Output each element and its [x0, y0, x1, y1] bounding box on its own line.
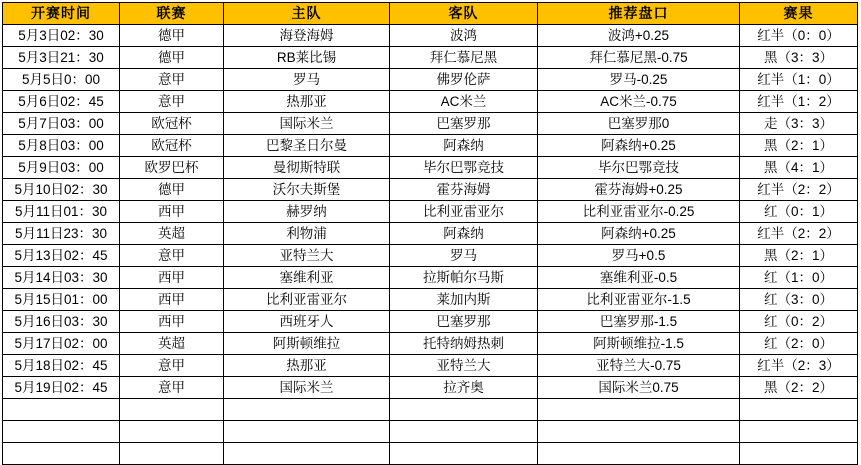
cell-time: 5月19日02：45: [3, 377, 120, 399]
cell-time: 5月3日21：30: [3, 47, 120, 69]
cell-time: 5月17日02：00: [3, 333, 120, 355]
cell-time: 5月10日02：30: [3, 179, 120, 201]
empty-cell: [740, 443, 858, 465]
cell-home-team: 比利亚雷亚尔: [224, 289, 390, 311]
empty-cell: [390, 421, 538, 443]
cell-result: 黑（2：2）: [740, 377, 858, 399]
cell-away-team: 巴塞罗那: [390, 113, 538, 135]
cell-home-team: 罗马: [224, 69, 390, 91]
cell-league: 欧冠杯: [120, 113, 224, 135]
cell-time: 5月7日03：00: [3, 113, 120, 135]
cell-league: 西甲: [120, 289, 224, 311]
cell-home-team: 沃尔夫斯堡: [224, 179, 390, 201]
empty-cell: [740, 399, 858, 421]
cell-result: 黑（4：1）: [740, 157, 858, 179]
column-header-away-team: 客队: [390, 3, 538, 25]
cell-home-team: 热那亚: [224, 355, 390, 377]
match-predictions-table: [2, 2, 858, 465]
empty-cell: [390, 399, 538, 421]
table-row: [3, 113, 858, 135]
cell-time: 5月9日03：00: [3, 157, 120, 179]
cell-league: 意甲: [120, 245, 224, 267]
cell-away-team: 莱加内斯: [390, 289, 538, 311]
cell-recommended-handicap: 罗马-0.25: [538, 69, 740, 91]
cell-time: 5月18日02：45: [3, 355, 120, 377]
cell-away-team: 佛罗伦萨: [390, 69, 538, 91]
cell-away-team: 阿森纳: [390, 223, 538, 245]
cell-recommended-handicap: 波鸿+0.25: [538, 25, 740, 47]
cell-result: 红（0：2）: [740, 311, 858, 333]
cell-time: 5月14日03：30: [3, 267, 120, 289]
cell-result: 红半（1：0）: [740, 69, 858, 91]
cell-recommended-handicap: 塞维利亚-0.5: [538, 267, 740, 289]
cell-home-team: 亚特兰大: [224, 245, 390, 267]
table-row: [3, 267, 858, 289]
cell-league: 英超: [120, 223, 224, 245]
cell-recommended-handicap: 亚特兰大-0.75: [538, 355, 740, 377]
cell-league: 意甲: [120, 377, 224, 399]
cell-league: 西甲: [120, 311, 224, 333]
cell-home-team: RB莱比锡: [224, 47, 390, 69]
table-body: [3, 25, 858, 465]
cell-away-team: 托特纳姆热刺: [390, 333, 538, 355]
cell-result: 红半（2：3）: [740, 355, 858, 377]
cell-result: 黑（3：3）: [740, 47, 858, 69]
empty-cell: [224, 443, 390, 465]
cell-league: 意甲: [120, 355, 224, 377]
cell-result: 黑（2：1）: [740, 245, 858, 267]
cell-result: 红半（2：2）: [740, 179, 858, 201]
empty-cell: [224, 399, 390, 421]
empty-cell: [120, 421, 224, 443]
cell-time: 5月5日0：00: [3, 69, 120, 91]
cell-home-team: 西班牙人: [224, 311, 390, 333]
empty-cell: [120, 443, 224, 465]
table-row: [3, 223, 858, 245]
cell-home-team: 阿斯顿维拉: [224, 333, 390, 355]
cell-recommended-handicap: 阿森纳+0.25: [538, 135, 740, 157]
table-row: [3, 333, 858, 355]
cell-league: 西甲: [120, 201, 224, 223]
cell-league: 德甲: [120, 25, 224, 47]
empty-cell: [740, 421, 858, 443]
cell-home-team: 塞维利亚: [224, 267, 390, 289]
empty-row: [3, 443, 858, 465]
empty-row: [3, 421, 858, 443]
cell-home-team: 国际米兰: [224, 113, 390, 135]
table-row: [3, 47, 858, 69]
cell-time: 5月16日03：30: [3, 311, 120, 333]
cell-result: 红半（0：0）: [740, 25, 858, 47]
cell-league: 意甲: [120, 69, 224, 91]
cell-time: 5月3日02：30: [3, 25, 120, 47]
empty-cell: [538, 443, 740, 465]
cell-recommended-handicap: 比利亚雷亚尔-1.5: [538, 289, 740, 311]
cell-result: 红（1：0）: [740, 267, 858, 289]
cell-recommended-handicap: 比利亚雷亚尔-0.25: [538, 201, 740, 223]
cell-home-team: 热那亚: [224, 91, 390, 113]
empty-cell: [3, 421, 120, 443]
table-row: [3, 201, 858, 223]
table-row: [3, 135, 858, 157]
cell-home-team: 巴黎圣日尔曼: [224, 135, 390, 157]
cell-recommended-handicap: 巴塞罗那-1.5: [538, 311, 740, 333]
table-row: [3, 355, 858, 377]
cell-time: 5月13日02：45: [3, 245, 120, 267]
cell-time: 5月11日23：30: [3, 223, 120, 245]
cell-recommended-handicap: 巴塞罗那0: [538, 113, 740, 135]
cell-away-team: 阿森纳: [390, 135, 538, 157]
table-row: [3, 25, 858, 47]
table-row: [3, 311, 858, 333]
column-header-home-team: 主队: [224, 3, 390, 25]
cell-home-team: 海登海姆: [224, 25, 390, 47]
cell-away-team: 霍芬海姆: [390, 179, 538, 201]
empty-cell: [538, 399, 740, 421]
empty-cell: [120, 399, 224, 421]
table-header: [3, 3, 858, 25]
cell-league: 意甲: [120, 91, 224, 113]
empty-cell: [3, 399, 120, 421]
cell-recommended-handicap: 阿斯顿维拉-1.5: [538, 333, 740, 355]
table-row: [3, 179, 858, 201]
cell-result: 红（0：1）: [740, 201, 858, 223]
cell-time: 5月8日03：00: [3, 135, 120, 157]
cell-league: 欧罗巴杯: [120, 157, 224, 179]
cell-away-team: 拉齐奥: [390, 377, 538, 399]
cell-away-team: 罗马: [390, 245, 538, 267]
cell-league: 德甲: [120, 47, 224, 69]
table-row: [3, 245, 858, 267]
header-row: [3, 3, 858, 25]
cell-recommended-handicap: 国际米兰0.75: [538, 377, 740, 399]
column-header-result: 赛果: [740, 3, 858, 25]
table-row: [3, 157, 858, 179]
cell-recommended-handicap: 罗马+0.5: [538, 245, 740, 267]
table-row: [3, 377, 858, 399]
cell-home-team: 赫罗纳: [224, 201, 390, 223]
cell-time: 5月6日02：45: [3, 91, 120, 113]
cell-result: 红（3：0）: [740, 289, 858, 311]
cell-away-team: 毕尔巴鄂竞技: [390, 157, 538, 179]
empty-row: [3, 399, 858, 421]
cell-time: 5月15日01：00: [3, 289, 120, 311]
cell-home-team: 利物浦: [224, 223, 390, 245]
cell-league: 欧冠杯: [120, 135, 224, 157]
cell-away-team: 拉斯帕尔马斯: [390, 267, 538, 289]
empty-cell: [538, 421, 740, 443]
cell-league: 西甲: [120, 267, 224, 289]
table-row: [3, 289, 858, 311]
cell-league: 英超: [120, 333, 224, 355]
empty-cell: [3, 443, 120, 465]
cell-league: 德甲: [120, 179, 224, 201]
cell-away-team: 比利亚雷亚尔: [390, 201, 538, 223]
cell-recommended-handicap: 阿森纳+0.25: [538, 223, 740, 245]
column-header-league: 联赛: [120, 3, 224, 25]
empty-cell: [390, 443, 538, 465]
table-row: [3, 91, 858, 113]
cell-away-team: 波鸿: [390, 25, 538, 47]
cell-time: 5月11日01：30: [3, 201, 120, 223]
cell-recommended-handicap: AC米兰-0.75: [538, 91, 740, 113]
cell-away-team: 亚特兰大: [390, 355, 538, 377]
empty-cell: [224, 421, 390, 443]
cell-result: 红半（2：2）: [740, 223, 858, 245]
column-header-recommended-handicap: 推荐盘口: [538, 3, 740, 25]
cell-result: 黑（2：1）: [740, 135, 858, 157]
table-row: [3, 69, 858, 91]
cell-home-team: 国际米兰: [224, 377, 390, 399]
cell-recommended-handicap: 拜仁慕尼黑-0.75: [538, 47, 740, 69]
cell-away-team: AC米兰: [390, 91, 538, 113]
cell-away-team: 巴塞罗那: [390, 311, 538, 333]
column-header-time: 开赛时间: [3, 3, 120, 25]
cell-recommended-handicap: 霍芬海姆+0.25: [538, 179, 740, 201]
cell-result: 走（3：3）: [740, 113, 858, 135]
cell-recommended-handicap: 毕尔巴鄂竞技: [538, 157, 740, 179]
cell-away-team: 拜仁慕尼黑: [390, 47, 538, 69]
cell-home-team: 曼彻斯特联: [224, 157, 390, 179]
cell-result: 红（2：0）: [740, 333, 858, 355]
cell-result: 红半（1：2）: [740, 91, 858, 113]
